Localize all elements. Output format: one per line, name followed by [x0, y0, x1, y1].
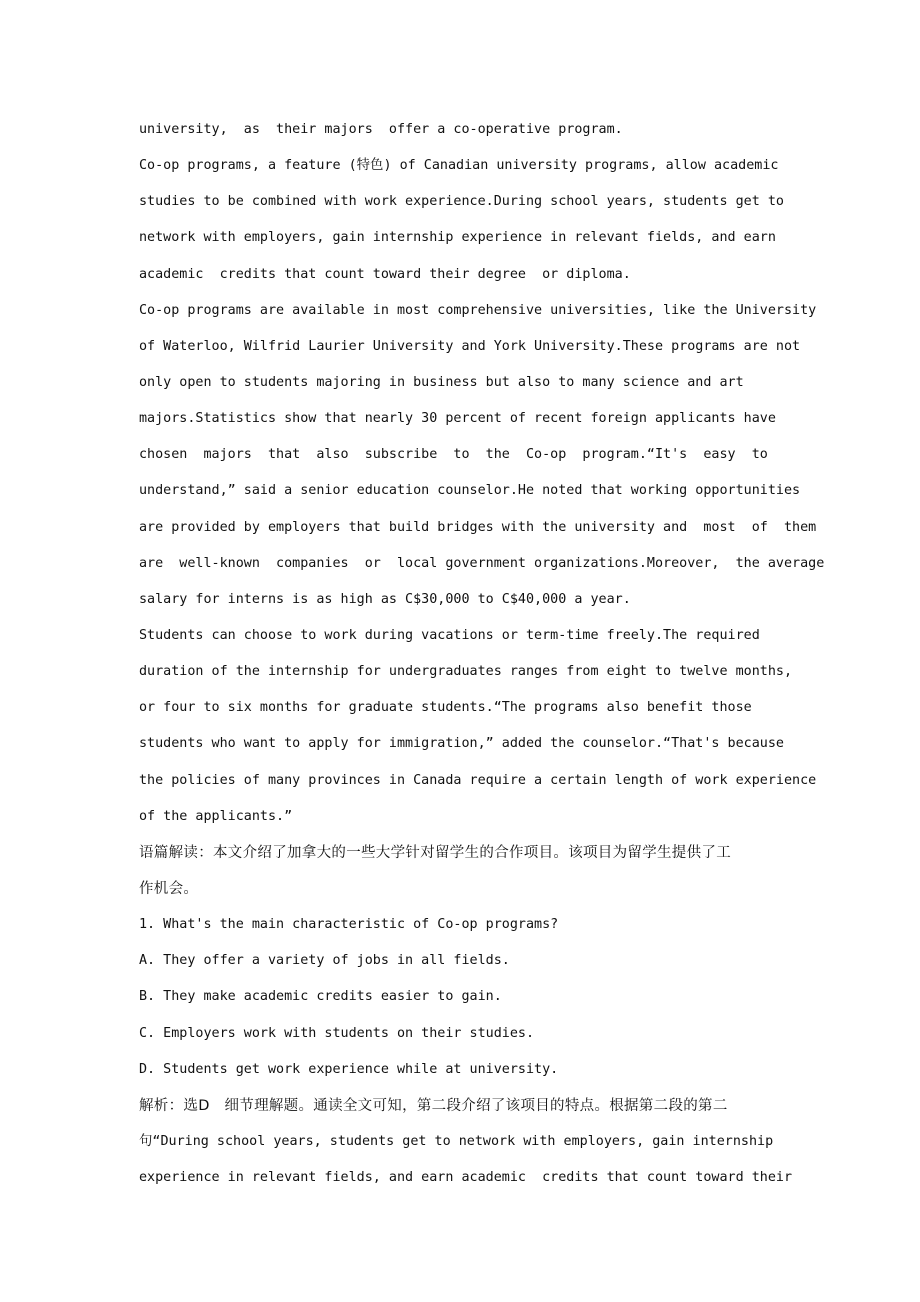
- passage-line: Students can choose to work during vacations or term-time freely.The required: [139, 627, 760, 643]
- passage-line: of Waterloo, Wilfrid Laurier University and York University.These programs are not: [139, 338, 801, 354]
- passage-line: only open to students majoring in business but also to many science and art: [139, 374, 744, 390]
- question-stem: 1. What's the main characteristic of Co-op programs?: [139, 917, 559, 933]
- passage-line: studies to be combined with work experience.During school years, students get to: [139, 194, 784, 210]
- analysis-line: 作机会。: [139, 880, 199, 897]
- explanation-line: 解析：选D 细节理解题。通读全文可知，第二段介绍了该项目的特点。根据第二段的第二: [139, 1097, 728, 1114]
- passage-line: salary for interns is as high as C$30,000 to C$40,000 a year.: [139, 591, 631, 607]
- explanation-line: 句“During school years, students get to network with employers, gain internship: [139, 1133, 774, 1149]
- passage-line: are provided by employers that build bridges with the university and most of them: [139, 519, 817, 535]
- passage-line: the policies of many provinces in Canada require a certain length of work experience: [139, 772, 817, 788]
- passage-line: university, as their majors offer a co-operative program.: [139, 122, 623, 137]
- passage-line: Co-op programs are available in most comprehensive universities, like the University: [139, 302, 817, 318]
- passage-line: Co-op programs, a feature (特色) of Canadian university programs, allow academic: [139, 158, 779, 174]
- passage-line: majors.Statistics show that nearly 30 percent of recent foreign applicants have: [139, 411, 776, 427]
- passage-line: academic credits that count toward their degree or diploma.: [139, 266, 631, 282]
- passage-line: or four to six months for graduate students.“The programs also benefit those: [139, 700, 752, 716]
- answer-option: D. Students get work experience while at university.: [139, 1061, 559, 1077]
- passage-line: duration of the internship for undergraduates ranges from eight to twelve months,: [139, 664, 793, 680]
- answer-option: C. Employers work with students on their studies.: [139, 1025, 535, 1041]
- passage-line: of the applicants.”: [139, 808, 293, 824]
- answer-option: A. They offer a variety of jobs in all fields.: [139, 953, 510, 969]
- analysis-line: 语篇解读：本文介绍了加拿大的一些大学针对留学生的合作项目。该项目为留学生提供了工: [139, 844, 731, 861]
- passage-line: network with employers, gain internship experience in relevant fields, and earn: [139, 230, 776, 246]
- passage-line: understand,” said a senior education counselor.He noted that working opportunities: [139, 483, 801, 499]
- document-page: [139, 112, 839, 1196]
- passage-line: chosen majors that also subscribe to the Co-op program.“It's easy to: [139, 447, 768, 463]
- explanation-line: experience in relevant fields, and earn academic credits that count toward their: [139, 1170, 793, 1186]
- passage-line: students who want to apply for immigration,” added the counselor.“That's because: [139, 736, 784, 752]
- passage-line: are well-known companies or local government organizations.Moreover, the average: [139, 555, 825, 571]
- answer-option: B. They make academic credits easier to gain.: [139, 989, 502, 1005]
